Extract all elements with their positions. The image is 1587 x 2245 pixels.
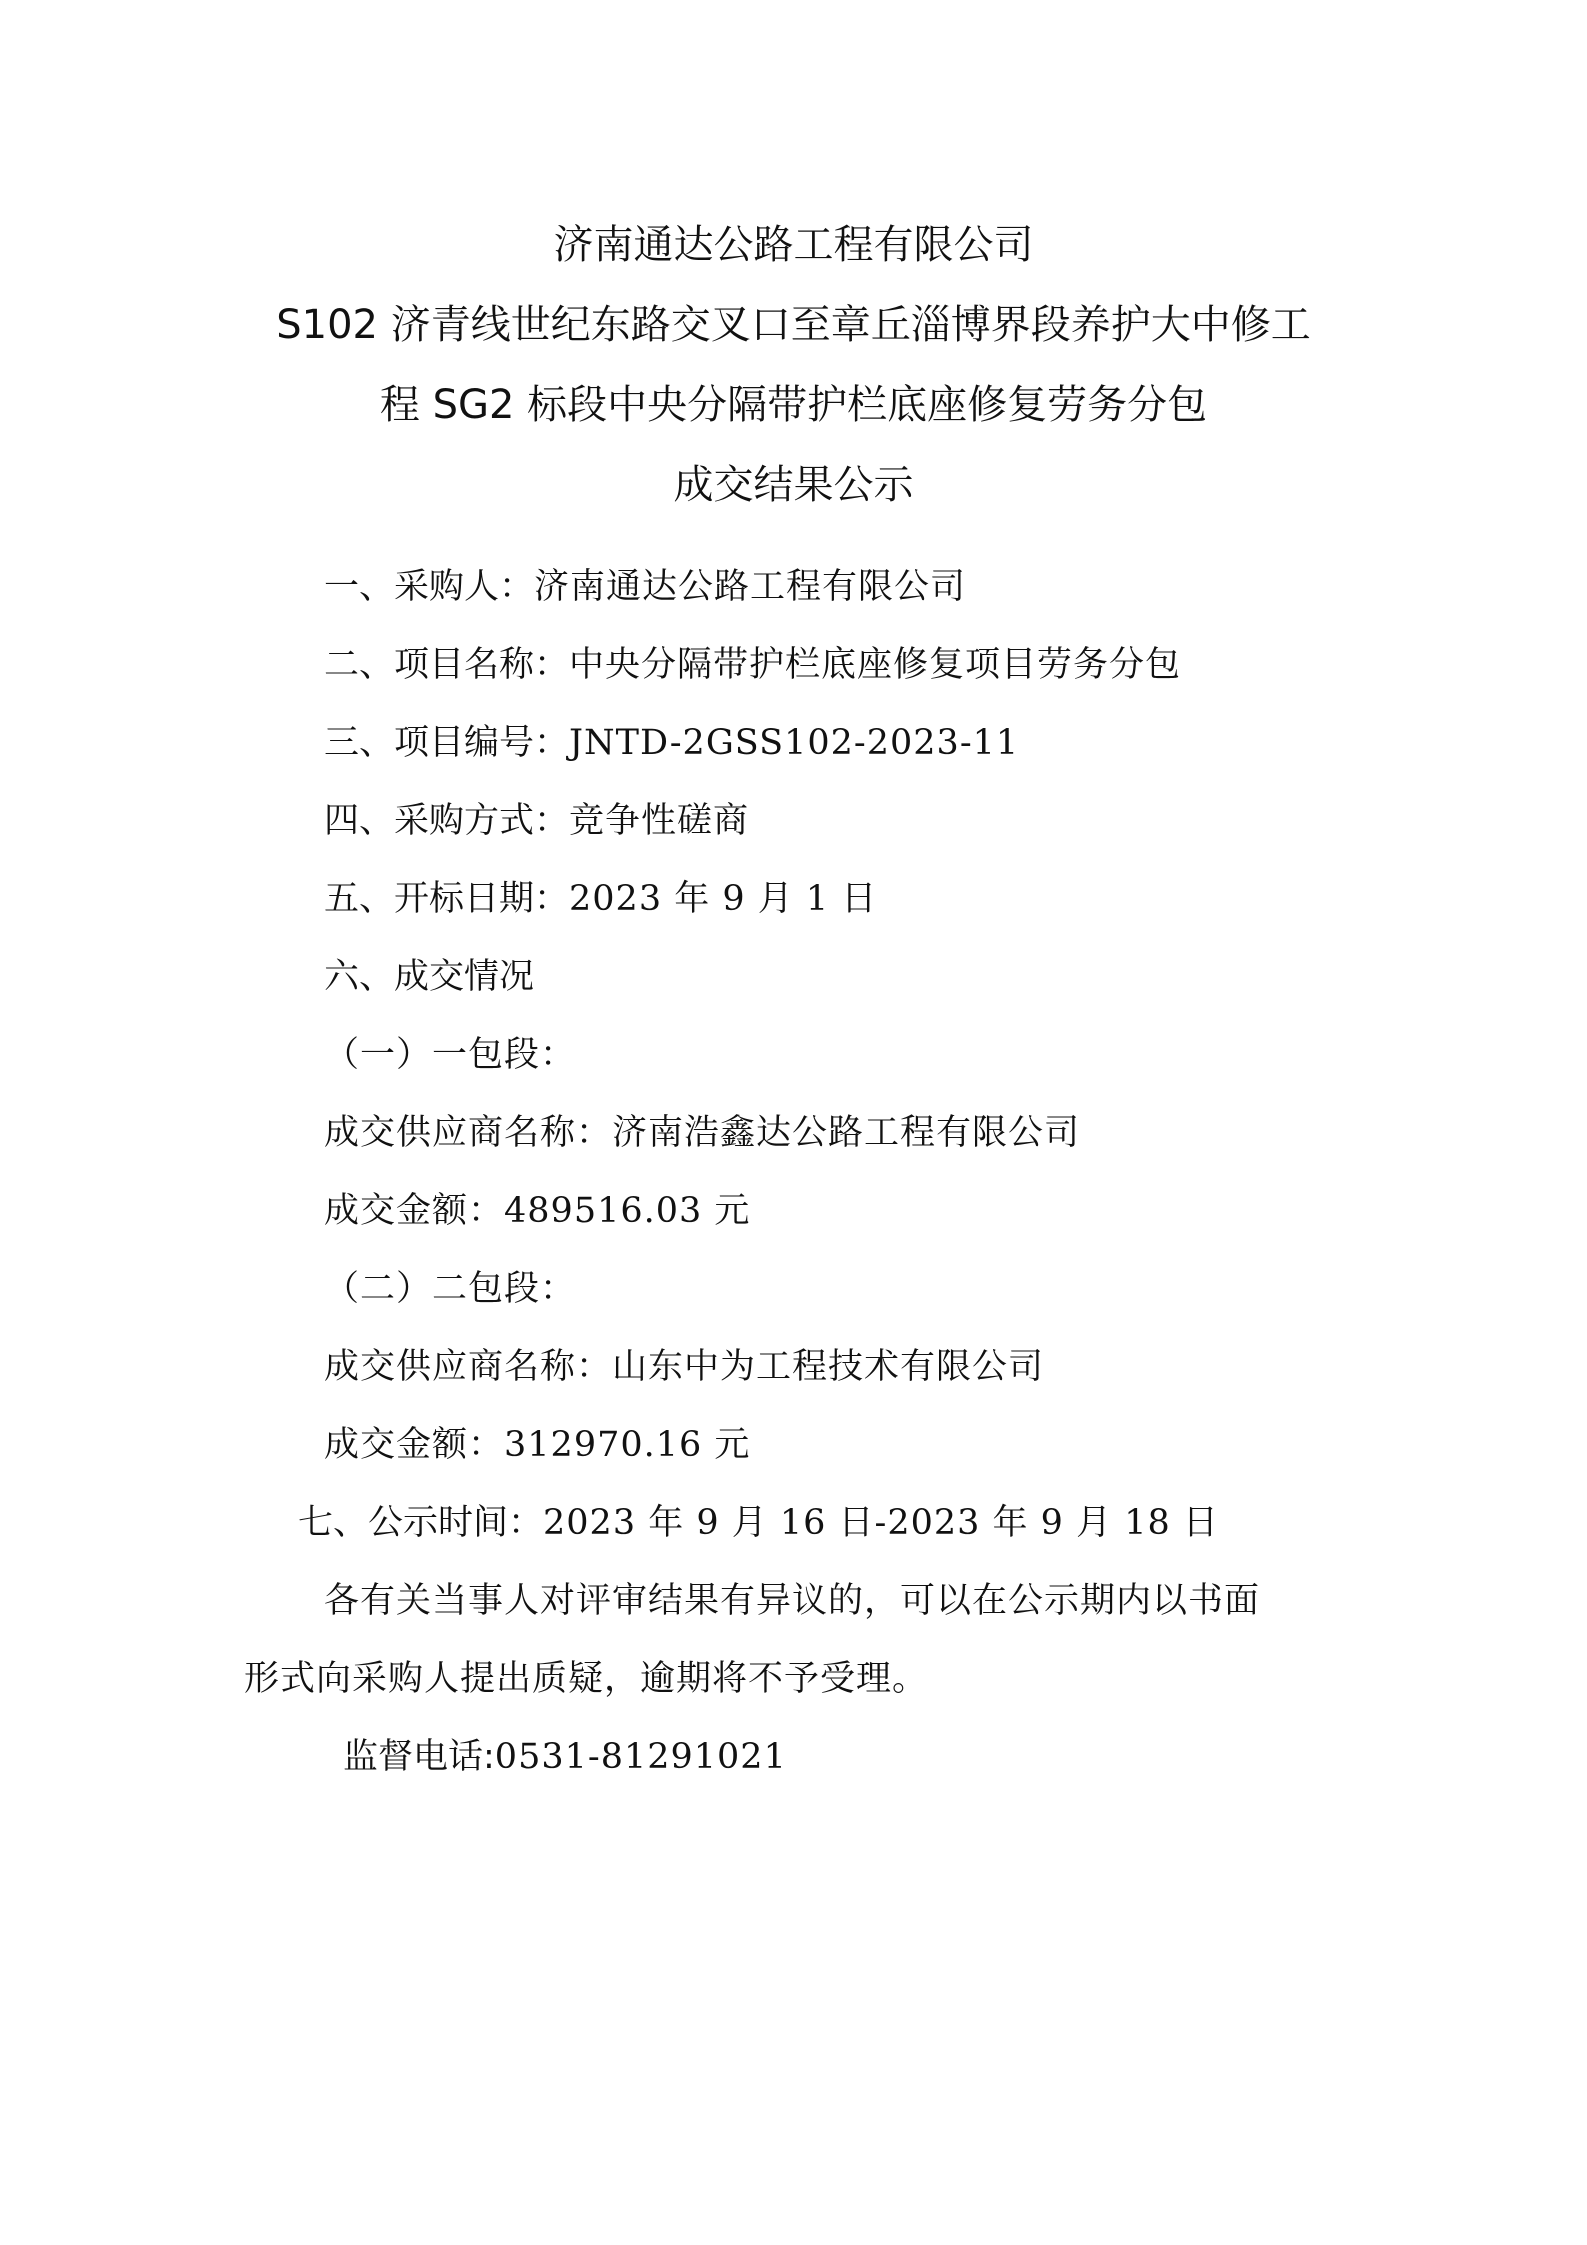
project-no-row bbox=[324, 721, 1019, 765]
lot-2-supplier-label: 成交供应商名称： bbox=[324, 1347, 613, 1387]
objection-text-1: 各有关当事人对评审结果有异议的，可以在公示期内以书面 bbox=[324, 1581, 1261, 1621]
lot-1-heading bbox=[324, 1033, 576, 1077]
lot-2-heading-text: （二）二包段： bbox=[324, 1269, 577, 1309]
lot-2-supplier-value: 山东中为工程技术有限公司 bbox=[612, 1347, 1045, 1387]
phone-label: 监督电话: bbox=[343, 1737, 495, 1777]
title-line-company: 济南通达公路工程有限公司 bbox=[553, 222, 1034, 268]
method-row bbox=[324, 799, 749, 843]
objection-line-2 bbox=[244, 1657, 928, 1701]
lot-2-amount-value: 312970.16 元 bbox=[504, 1425, 751, 1465]
lot-1-amount-row bbox=[324, 1189, 750, 1233]
open-date-row bbox=[324, 877, 877, 921]
notice-period-row bbox=[298, 1501, 1219, 1545]
open-date-value: 2023 年 9 月 1 日 bbox=[569, 879, 878, 919]
title-line-project-2: 程 SG2 标段中央分隔带护栏底座修复劳务分包 bbox=[379, 382, 1208, 428]
objection-text-2: 形式向采购人提出质疑，逾期将不予受理。 bbox=[244, 1659, 929, 1699]
result-heading bbox=[324, 955, 534, 999]
project-name-value: 中央分隔带护栏底座修复项目劳务分包 bbox=[569, 645, 1182, 685]
purchaser-row bbox=[324, 565, 966, 609]
lot-2-heading bbox=[324, 1267, 576, 1311]
open-date-label: 五、开标日期： bbox=[324, 879, 570, 919]
lot-1-supplier-label: 成交供应商名称： bbox=[324, 1113, 613, 1153]
project-no-value: JNTD-2GSS102-2023-11 bbox=[569, 723, 1020, 763]
lot-1-amount-value: 489516.03 元 bbox=[504, 1191, 751, 1231]
purchaser-label: 一、采购人： bbox=[324, 567, 535, 607]
objection-line-1 bbox=[324, 1579, 1260, 1623]
title-line-project-1: S102 济青线世纪东路交叉口至章丘淄博界段养护大中修工 bbox=[276, 302, 1311, 348]
notice-period-value: 2023 年 9 月 16 日-2023 年 9 月 18 日 bbox=[543, 1503, 1219, 1543]
purchaser-value: 济南通达公路工程有限公司 bbox=[534, 567, 967, 607]
phone-row bbox=[343, 1735, 787, 1779]
method-label: 四、采购方式： bbox=[324, 801, 570, 841]
lot-1-supplier-value: 济南浩鑫达公路工程有限公司 bbox=[612, 1113, 1081, 1153]
phone-value: 0531-81291021 bbox=[494, 1737, 787, 1777]
project-name-label: 二、项目名称： bbox=[324, 645, 570, 685]
lot-2-amount-row bbox=[324, 1423, 750, 1467]
lot-2-supplier-row bbox=[324, 1345, 1044, 1389]
notice-period-label: 七、公示时间： bbox=[298, 1503, 544, 1543]
lot-1-amount-label: 成交金额： bbox=[324, 1191, 505, 1231]
project-name-row bbox=[324, 643, 1181, 687]
method-value: 竞争性磋商 bbox=[569, 801, 750, 841]
lot-2-amount-label: 成交金额： bbox=[324, 1425, 505, 1465]
lot-1-heading-text: （一）一包段： bbox=[324, 1035, 577, 1075]
title-line-heading: 成交结果公示 bbox=[673, 462, 914, 508]
result-heading-text: 六、成交情况 bbox=[324, 957, 535, 997]
project-no-label: 三、项目编号： bbox=[324, 723, 570, 763]
lot-1-supplier-row bbox=[324, 1111, 1080, 1155]
document-title bbox=[0, 205, 1587, 525]
